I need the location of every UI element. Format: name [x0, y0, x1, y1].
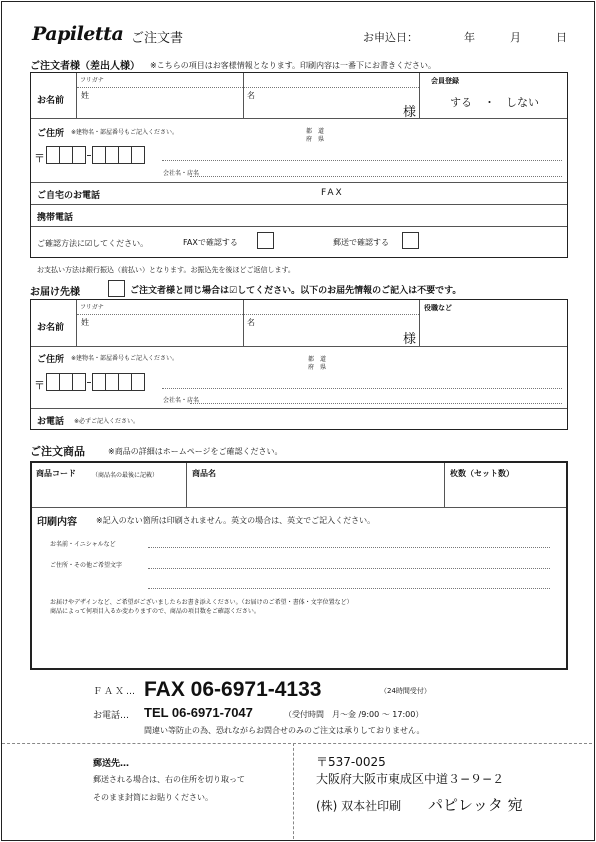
- delivery-form-box: [30, 299, 568, 430]
- fax-hours: （24時間受付）: [380, 687, 431, 695]
- delivery-pref-label-2: 府 県: [308, 364, 327, 371]
- delivery-address-line[interactable]: [162, 388, 562, 389]
- apply-date-label: お申込日：: [363, 31, 418, 44]
- delivery-address-label: ご住所: [37, 355, 65, 365]
- col-product-name: 商品名: [192, 469, 216, 478]
- orderer-zip-digit-4[interactable]: [92, 146, 106, 164]
- col-product-code: 商品コード: [36, 469, 76, 478]
- delivery-pref-label-1: 都 道: [308, 356, 327, 363]
- delivery-phone-label: お電話: [37, 417, 65, 427]
- orderer-zip-digit-6[interactable]: [118, 146, 132, 164]
- confirm-mail-checkbox[interactable]: [402, 232, 419, 249]
- products-note: ※商品の詳細はホームページをご確認ください。: [108, 447, 283, 456]
- tel-note: 間違い等防止の為、恐れながらお問合せのみのご注文は承りしておりません。: [144, 726, 425, 735]
- orderer-sama-label: 様: [403, 105, 417, 120]
- orderer-zip-digit-5[interactable]: [105, 146, 119, 164]
- year-label: 年: [464, 31, 475, 44]
- mailing-recipient: パピレッタ 宛: [428, 796, 523, 814]
- mailing-zip: 〒537-0025: [316, 755, 386, 769]
- confirm-fax-checkbox[interactable]: [257, 232, 274, 249]
- delivery-company-line[interactable]: [190, 403, 562, 404]
- orderer-address-note: ※建物名・部屋番号もご記入ください。: [71, 129, 179, 136]
- confirm-method-label: ご確認方法に☑してください。: [37, 239, 149, 248]
- delivery-same-note: ご注文者様と同じ場合は☑してください。以下のお届先情報のご記入は不要です。: [130, 286, 462, 296]
- design-note-2: 商品によって何項目入るか変わりますので、商品の項目数をご確認ください。: [50, 608, 260, 615]
- tel-number: TEL 06-6971-7047: [144, 705, 253, 720]
- orderer-address-label: ご住所: [37, 129, 65, 139]
- orderer-mei-label: 名: [247, 91, 255, 100]
- home-phone-label: ご自宅のお電話: [37, 191, 101, 201]
- orderer-zip-digit-7[interactable]: [131, 146, 145, 164]
- orderer-furigana-label: フリガナ: [80, 77, 104, 84]
- delivery-phone-note: ※必ずご記入ください。: [74, 418, 140, 425]
- orderer-fax-label: FAX: [321, 188, 344, 198]
- orderer-zip-digit-3[interactable]: [72, 146, 86, 164]
- orderer-sei-label: 姓: [81, 91, 89, 100]
- initial-label: お名前・イニシャルなど: [50, 541, 116, 548]
- delivery-furigana-label: フリガナ: [80, 304, 104, 311]
- wish-text-label: ご住所・その他ご希望文字: [50, 562, 123, 569]
- delivery-name-label: お名前: [37, 323, 65, 333]
- design-note-1: お届けやデザインなど、ご希望がございましたらお書き添えください。（お届けのご希望・書体・文字位置など）: [50, 599, 353, 606]
- cut-line: [2, 743, 592, 744]
- delivery-title-label: 役職など: [424, 304, 452, 312]
- initial-line[interactable]: [148, 547, 550, 548]
- orderer-zip-mark: 〒: [34, 152, 45, 165]
- mailing-address: 大阪府大阪市東成区中道３−９−２: [316, 772, 505, 786]
- orderer-zip-digit-2[interactable]: [59, 146, 73, 164]
- day-label: 日: [556, 31, 567, 44]
- brand-logo: Papiletta: [32, 23, 124, 45]
- orderer-note: ※こちらの項目はお客様情報となります。印刷内容は一番下にお書きください。: [150, 61, 437, 70]
- orderer-zip-digit-1[interactable]: [46, 146, 60, 164]
- delivery-zip-mark: 〒: [34, 379, 45, 392]
- member-no-option[interactable]: しない: [506, 96, 539, 109]
- payment-note: お支払い方法は銀行振込（前払い）となります。お振込先を後ほどご返信します。: [37, 266, 295, 274]
- delivery-heading: お届け先様: [30, 287, 80, 298]
- wish-text-line-2[interactable]: [148, 588, 550, 589]
- orderer-pref-label-1: 都 道: [306, 128, 325, 135]
- print-content-label: 印刷内容: [37, 517, 77, 528]
- page-title: ご注文書: [131, 31, 184, 46]
- confirm-mail-label: 郵送で確認する: [333, 238, 389, 247]
- wish-text-line[interactable]: [148, 568, 550, 569]
- orderer-heading: ご注文者様（差出人様）: [30, 61, 140, 72]
- mobile-phone-label: 携帯電話: [37, 213, 74, 223]
- member-yes-option[interactable]: する: [450, 96, 472, 109]
- delivery-company-label: 会社名・店名: [163, 397, 200, 404]
- orderer-address-line[interactable]: [162, 160, 562, 161]
- print-content-note: ※記入のない箇所は印刷されません。英文の場合は、英文でご記入ください。: [96, 516, 376, 525]
- member-label: 会員登録: [431, 77, 459, 85]
- delivery-zip-digit-2[interactable]: [59, 373, 73, 391]
- col-product-code-note: （商品名の最後に記載）: [92, 472, 159, 479]
- products-heading: ご注文商品: [30, 445, 85, 458]
- mailing-note-2: そのまま封筒にお貼りください。: [93, 793, 213, 802]
- orderer-name-label: お名前: [37, 96, 65, 106]
- month-label: 月: [510, 31, 521, 44]
- delivery-zip-digit-7[interactable]: [131, 373, 145, 391]
- orderer-company-label: 会社名・店名: [163, 170, 200, 177]
- member-separator: ・: [484, 96, 495, 109]
- delivery-zip-digit-5[interactable]: [105, 373, 119, 391]
- delivery-zip-digit-4[interactable]: [92, 373, 106, 391]
- tel-contact-label: お電話…: [93, 711, 130, 721]
- delivery-mei-label: 名: [247, 318, 255, 327]
- orderer-company-line[interactable]: [190, 176, 562, 177]
- delivery-zip-digit-6[interactable]: [118, 373, 132, 391]
- same-as-orderer-checkbox[interactable]: [108, 280, 125, 297]
- orderer-pref-label-2: 府 県: [306, 136, 325, 143]
- mailing-label: 郵送先…: [93, 759, 130, 769]
- fax-number: FAX 06-6971-4133: [144, 678, 322, 701]
- delivery-zip-digit-3[interactable]: [72, 373, 86, 391]
- mailing-company: (株) 双本社印刷: [316, 799, 402, 813]
- fax-contact-label: ＦＡＸ…: [93, 687, 138, 697]
- confirm-fax-label: FAXで確認する: [183, 238, 238, 247]
- tel-hours: （受付時間 月～金 /9:00 ～ 17:00）: [284, 710, 424, 719]
- col-quantity: 枚数（セット数）: [450, 469, 514, 478]
- delivery-address-note: ※建物名・部屋番号もご記入ください。: [71, 355, 179, 362]
- mailing-note-1: 郵送される場合は、右の住所を切り取って: [93, 775, 245, 784]
- delivery-sama-label: 様: [403, 332, 417, 347]
- delivery-sei-label: 姓: [81, 318, 89, 327]
- delivery-zip-digit-1[interactable]: [46, 373, 60, 391]
